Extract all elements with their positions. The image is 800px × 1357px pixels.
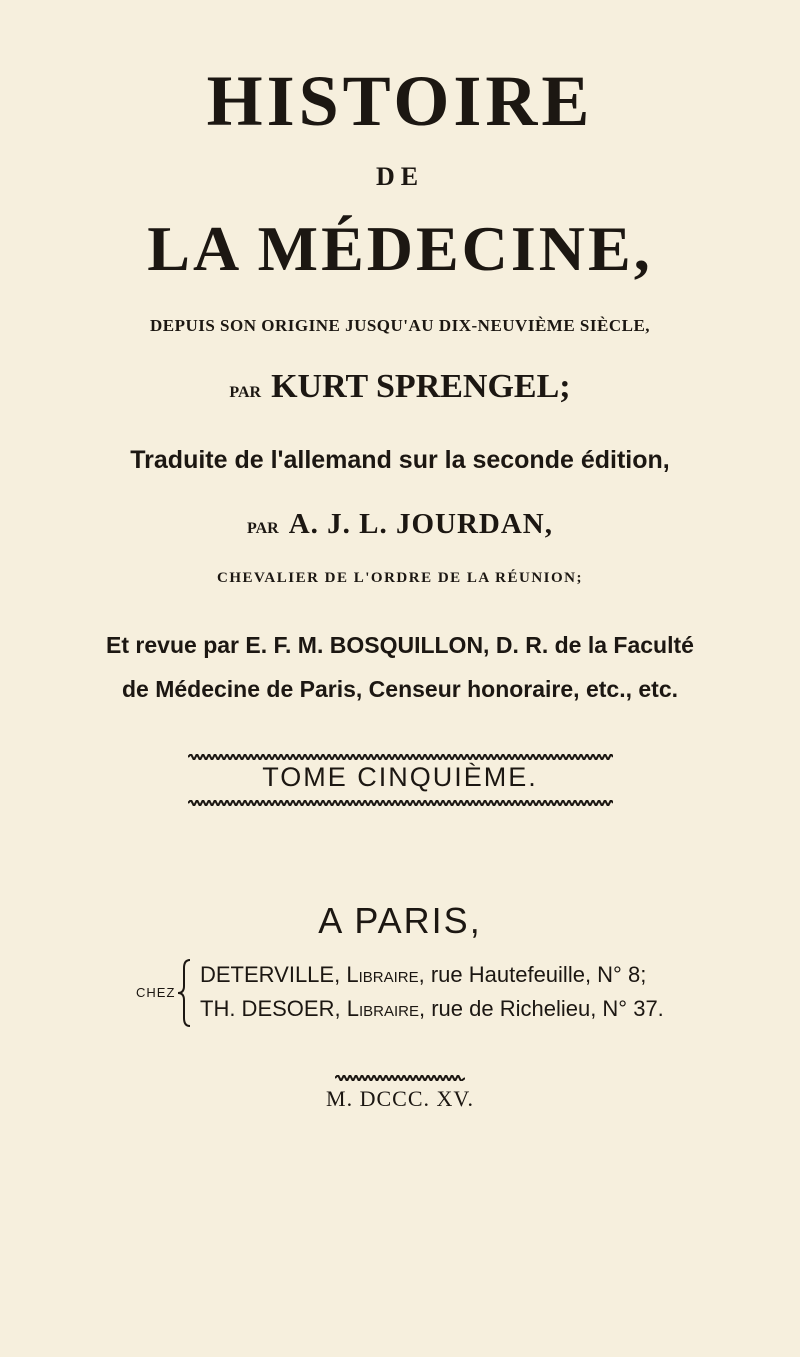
curly-brace-icon bbox=[176, 958, 196, 1028]
publisher-role: Libraire, bbox=[346, 996, 426, 1021]
publishers-block bbox=[128, 958, 788, 1028]
ornamental-rule-bottom bbox=[188, 800, 613, 806]
publisher-role: Libraire, bbox=[346, 962, 425, 987]
translator-name: A. J. L. JOURDAN, bbox=[288, 508, 553, 540]
publisher-address: rue de Richelieu, N° 37. bbox=[431, 996, 664, 1021]
imprint-place: A PARIS, bbox=[318, 900, 482, 941]
revision-line-2: de Médecine de Paris, Censeur honoraire, etc., etc. bbox=[121, 676, 679, 702]
revision-line-1: Et revue par E. F. M. BOSQUILLON, D. R. de la Faculté bbox=[106, 632, 694, 658]
book-subtitle: LA MÉDECINE, bbox=[147, 213, 653, 284]
author-par: PAR bbox=[229, 384, 262, 401]
imprint-date: M. DCCC. XV. bbox=[326, 1086, 474, 1111]
scope-line: DEPUIS SON ORIGINE JUSQU'AU DIX-NEUVIÈME SIÈCLE, bbox=[149, 316, 651, 335]
translator-line bbox=[0, 508, 800, 541]
translator-par: PAR bbox=[246, 520, 279, 537]
book-title: HISTOIRE bbox=[206, 61, 594, 141]
author-name: KURT SPRENGEL; bbox=[271, 368, 571, 405]
publisher-address: rue Hautefeuille, N° 8; bbox=[430, 962, 647, 987]
ornamental-rule-small bbox=[335, 1068, 465, 1074]
ornamental-rule-top bbox=[188, 754, 613, 760]
publisher-deterville bbox=[200, 962, 646, 988]
publisher-name: DETERVILLE, bbox=[200, 962, 341, 987]
volume-label: TOME CINQUIÈME. bbox=[262, 762, 538, 792]
chez-label: CHEZ bbox=[136, 985, 176, 1000]
publisher-name: TH. DESOER, bbox=[200, 996, 341, 1021]
translator-title: CHEVALIER DE L'ORDRE DE LA RÉUNION; bbox=[216, 570, 584, 586]
title-connector: DE bbox=[375, 162, 425, 191]
translation-note: Traduite de l'allemand sur la seconde édition, bbox=[130, 446, 670, 474]
publisher-desoer bbox=[200, 996, 664, 1022]
author-line bbox=[0, 368, 800, 406]
